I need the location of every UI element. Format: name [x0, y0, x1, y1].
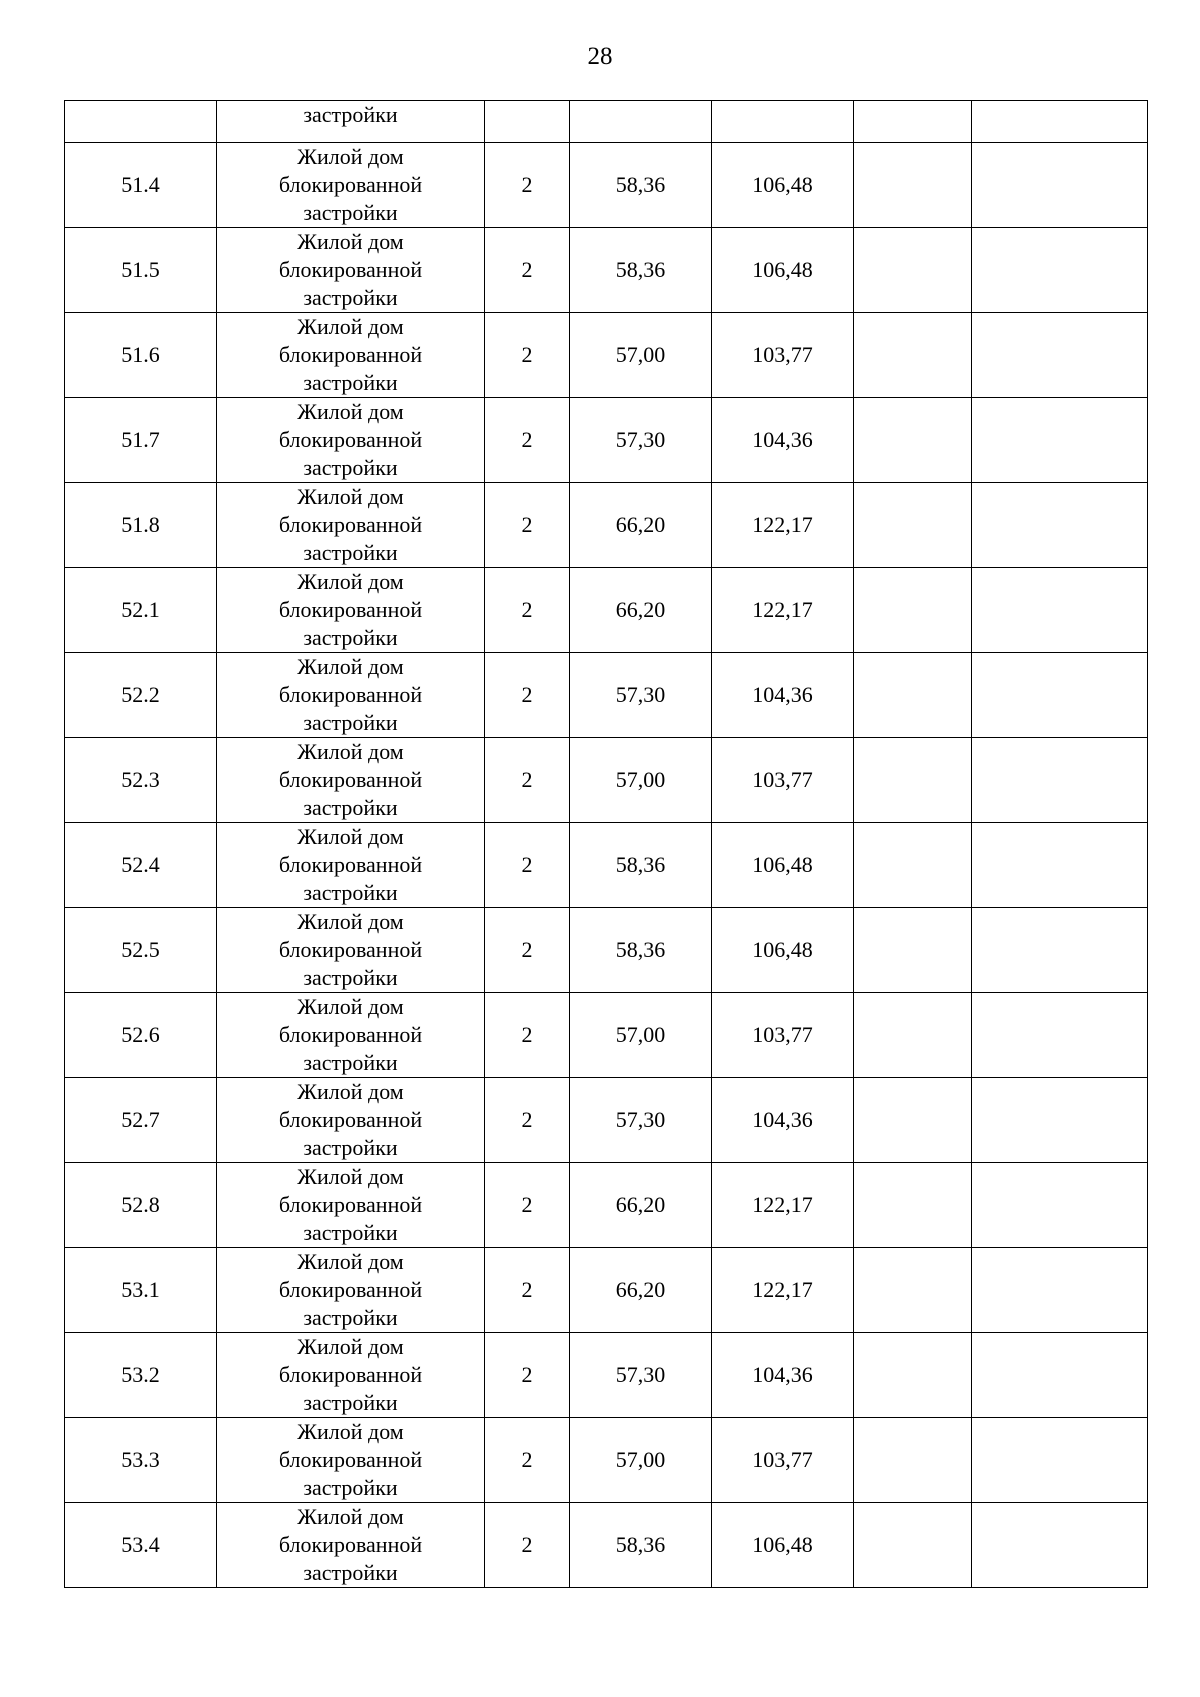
cell-floors: 2	[485, 738, 570, 823]
cell-area1: 66,20	[570, 1163, 712, 1248]
cell-area2: 103,77	[712, 993, 854, 1078]
cell-floors: 2	[485, 313, 570, 398]
table-row	[65, 483, 1148, 568]
cell-type	[217, 1163, 485, 1248]
cell-num: 51.8	[65, 483, 217, 568]
cell-empty-1	[854, 313, 972, 398]
cell-num: 52.8	[65, 1163, 217, 1248]
table-row	[65, 568, 1148, 653]
cell-area1: 58,36	[570, 228, 712, 313]
cell-area2: 103,77	[712, 313, 854, 398]
table-row	[65, 143, 1148, 228]
cell-floors: 2	[485, 1418, 570, 1503]
cell-empty-2	[972, 228, 1148, 313]
cell-area2: 104,36	[712, 653, 854, 738]
building-type-text: Жилой дом блокированной застройки	[278, 1079, 423, 1160]
cell-type	[217, 483, 485, 568]
building-type-text: Жилой дом блокированной застройки	[278, 654, 423, 735]
cell-area1: 66,20	[570, 568, 712, 653]
cell-empty-1	[854, 993, 972, 1078]
building-type-text: Жилой дом блокированной застройки	[278, 229, 423, 310]
building-type-text: Жилой дом блокированной застройки	[278, 994, 423, 1075]
cell-empty-2	[972, 483, 1148, 568]
table-row	[65, 1078, 1148, 1163]
cell-floors: 2	[485, 398, 570, 483]
building-type-text: Жилой дом блокированной застройки	[278, 1419, 423, 1500]
cell-area2: 103,77	[712, 1418, 854, 1503]
building-type-text: Жилой дом блокированной застройки	[278, 739, 423, 820]
cell-type	[217, 993, 485, 1078]
cell-area2: 106,48	[712, 143, 854, 228]
cell-empty-1	[854, 823, 972, 908]
cell-area2: 122,17	[712, 568, 854, 653]
cell-empty-2	[972, 1503, 1148, 1588]
cell-empty-1	[854, 398, 972, 483]
building-type-text: Жилой дом блокированной застройки	[278, 1334, 423, 1415]
cell-empty-1	[854, 738, 972, 823]
cell-floors: 2	[485, 823, 570, 908]
cell-num: 51.5	[65, 228, 217, 313]
cell-area2: 106,48	[712, 228, 854, 313]
cell-num: 51.7	[65, 398, 217, 483]
cell-type	[217, 823, 485, 908]
cell-area1: 57,30	[570, 398, 712, 483]
cell-empty-1	[854, 1418, 972, 1503]
cell-floors: 2	[485, 1163, 570, 1248]
building-type-text: Жилой дом блокированной застройки	[278, 144, 423, 225]
table-row	[65, 398, 1148, 483]
cell-num: 52.2	[65, 653, 217, 738]
cell-area1: 57,00	[570, 993, 712, 1078]
cell-floors: 2	[485, 1248, 570, 1333]
cell-empty-1	[854, 653, 972, 738]
cell-type	[217, 1248, 485, 1333]
cell-area1: 58,36	[570, 908, 712, 993]
cell-area2: 106,48	[712, 908, 854, 993]
cell-type	[217, 143, 485, 228]
table-row	[65, 1503, 1148, 1588]
cell-num: 53.2	[65, 1333, 217, 1418]
cell-type	[217, 568, 485, 653]
building-type-text: Жилой дом блокированной застройки	[278, 399, 423, 480]
cell-num: 52.7	[65, 1078, 217, 1163]
cell-area1: 57,00	[570, 738, 712, 823]
cell-empty-1	[854, 143, 972, 228]
cell-type	[217, 1333, 485, 1418]
cell-area2: 122,17	[712, 1163, 854, 1248]
cell-floors: 2	[485, 483, 570, 568]
cell-type	[217, 1078, 485, 1163]
cell-empty-2	[972, 1248, 1148, 1333]
cell-area2: 104,36	[712, 1078, 854, 1163]
cell-floors: 2	[485, 568, 570, 653]
cell-empty-2	[972, 568, 1148, 653]
cell-empty-1	[854, 1333, 972, 1418]
cell-floors: 2	[485, 908, 570, 993]
cell-floors: 2	[485, 1333, 570, 1418]
cell-empty-1	[854, 1078, 972, 1163]
cell-area2: 106,48	[712, 823, 854, 908]
cell-floors: 2	[485, 653, 570, 738]
cell-area2: 122,17	[712, 483, 854, 568]
cell-area1: 57,30	[570, 1333, 712, 1418]
buildings-table	[64, 100, 1148, 1588]
cell-empty-1	[854, 1503, 972, 1588]
cell-num	[65, 101, 217, 143]
cell-area2: 104,36	[712, 398, 854, 483]
cell-empty-1	[854, 483, 972, 568]
cell-floors: 2	[485, 1503, 570, 1588]
cell-type	[217, 653, 485, 738]
table-row	[65, 1333, 1148, 1418]
cell-empty-2	[972, 1163, 1148, 1248]
cell-area2: 104,36	[712, 1333, 854, 1418]
cell-area1: 57,00	[570, 313, 712, 398]
cell-empty-2	[972, 653, 1148, 738]
building-type-text: Жилой дом блокированной застройки	[278, 569, 423, 650]
building-type-text: Жилой дом блокированной застройки	[278, 824, 423, 905]
building-type-text: Жилой дом блокированной застройки	[278, 484, 423, 565]
cell-num: 52.3	[65, 738, 217, 823]
cell-area2: 103,77	[712, 738, 854, 823]
building-type-text: Жилой дом блокированной застройки	[278, 1249, 423, 1330]
cell-type	[217, 1503, 485, 1588]
cell-area2: 106,48	[712, 1503, 854, 1588]
table-row	[65, 908, 1148, 993]
cell-floors	[485, 101, 570, 143]
cell-type	[217, 228, 485, 313]
cell-area1: 58,36	[570, 143, 712, 228]
table-row	[65, 738, 1148, 823]
table-row	[65, 228, 1148, 313]
cell-empty-2	[972, 101, 1148, 143]
cell-empty-2	[972, 823, 1148, 908]
cell-area1: 58,36	[570, 823, 712, 908]
cell-type: застройки	[217, 101, 485, 143]
cell-num: 52.5	[65, 908, 217, 993]
table-row-continued	[65, 101, 1148, 143]
cell-num: 53.4	[65, 1503, 217, 1588]
cell-area1: 58,36	[570, 1503, 712, 1588]
cell-num: 51.6	[65, 313, 217, 398]
table-row	[65, 1418, 1148, 1503]
cell-empty-1	[854, 568, 972, 653]
cell-type	[217, 908, 485, 993]
cell-area1: 66,20	[570, 1248, 712, 1333]
cell-floors: 2	[485, 143, 570, 228]
cell-type	[217, 313, 485, 398]
cell-empty-1	[854, 908, 972, 993]
cell-empty-2	[972, 1418, 1148, 1503]
table-row	[65, 993, 1148, 1078]
page-number: 28	[587, 43, 613, 70]
cell-area1: 57,00	[570, 1418, 712, 1503]
cell-empty-1	[854, 1248, 972, 1333]
cell-type	[217, 1418, 485, 1503]
table-row	[65, 1248, 1148, 1333]
building-type-text: Жилой дом блокированной застройки	[278, 314, 423, 395]
cell-empty-1	[854, 228, 972, 313]
cell-floors: 2	[485, 1078, 570, 1163]
cell-empty-1	[854, 101, 972, 143]
cell-empty-2	[972, 908, 1148, 993]
building-type-text: Жилой дом блокированной застройки	[278, 1504, 423, 1585]
cell-num: 52.1	[65, 568, 217, 653]
cell-empty-2	[972, 738, 1148, 823]
cell-area1: 57,30	[570, 653, 712, 738]
table-row	[65, 313, 1148, 398]
cell-num: 52.4	[65, 823, 217, 908]
cell-empty-2	[972, 313, 1148, 398]
cell-empty-2	[972, 398, 1148, 483]
cell-empty-2	[972, 1078, 1148, 1163]
cell-empty-2	[972, 1333, 1148, 1418]
cell-num: 51.4	[65, 143, 217, 228]
building-type-text: Жилой дом блокированной застройки	[278, 1164, 423, 1245]
cell-area1: 57,30	[570, 1078, 712, 1163]
table-row	[65, 823, 1148, 908]
building-type-text: Жилой дом блокированной застройки	[278, 909, 423, 990]
cell-num: 53.1	[65, 1248, 217, 1333]
table-row	[65, 1163, 1148, 1248]
cell-area1	[570, 101, 712, 143]
cell-floors: 2	[485, 993, 570, 1078]
cell-floors: 2	[485, 228, 570, 313]
cell-num: 53.3	[65, 1418, 217, 1503]
cell-area2	[712, 101, 854, 143]
cell-empty-2	[972, 993, 1148, 1078]
cell-empty-1	[854, 1163, 972, 1248]
cell-empty-2	[972, 143, 1148, 228]
cell-num: 52.6	[65, 993, 217, 1078]
cell-type	[217, 398, 485, 483]
cell-type	[217, 738, 485, 823]
cell-area2: 122,17	[712, 1248, 854, 1333]
table-row	[65, 653, 1148, 738]
cell-area1: 66,20	[570, 483, 712, 568]
